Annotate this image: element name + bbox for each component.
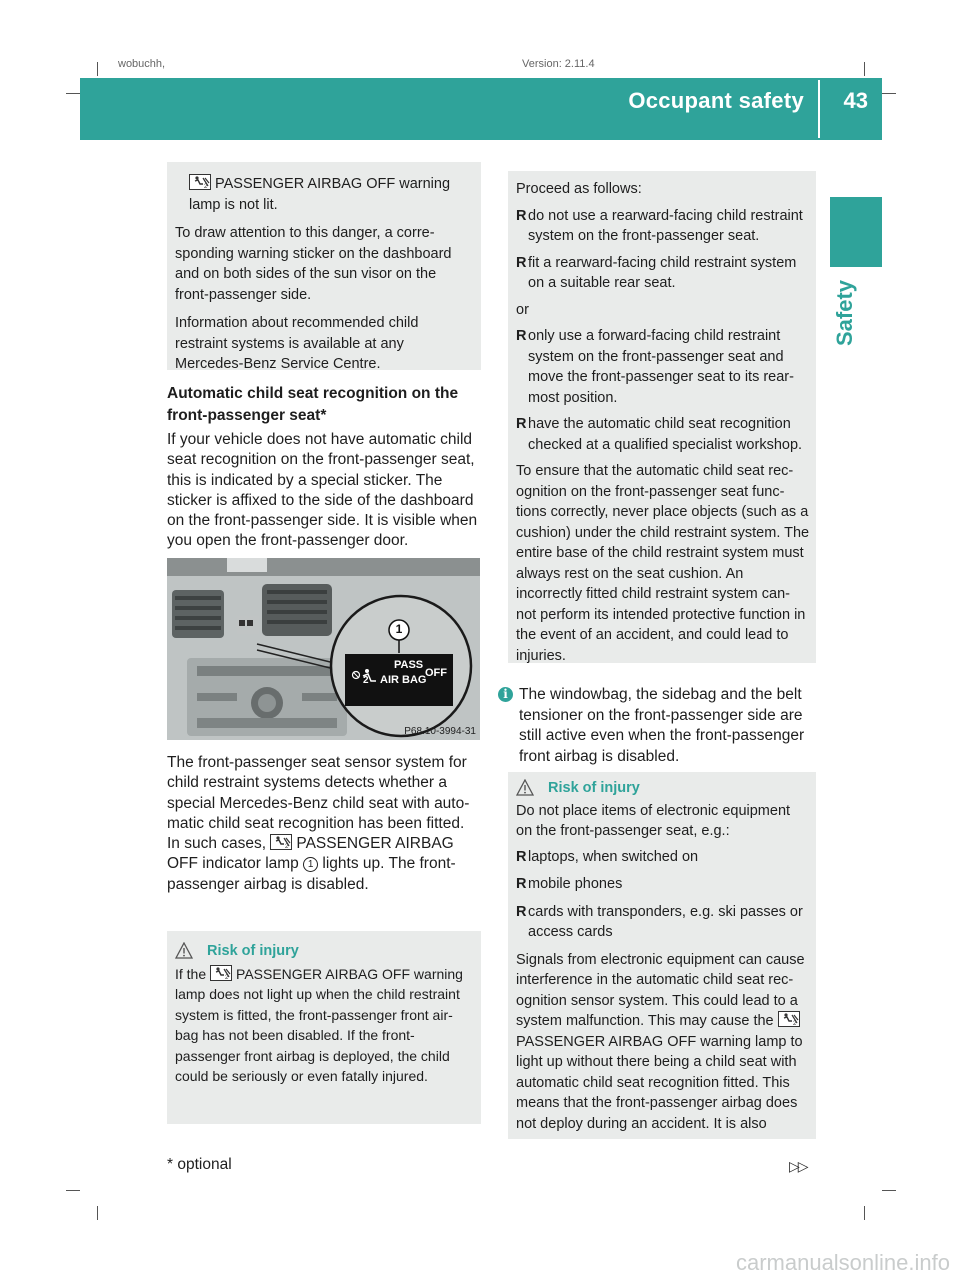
para2-after: lights up. The front-passenger airbag is disabled.	[167, 855, 456, 893]
warning-intro: Do not place items of electronic equipment on the front-passenger seat, e.g.:	[516, 802, 791, 839]
list-item: R mobile phones	[516, 876, 623, 892]
procedure-intro: Proceed as follows:	[516, 181, 642, 197]
watermark: carmanualsonline.info	[735, 1250, 950, 1275]
info-text: The windowbag, the sidebag and the belt tensioner on the front-passenger side are still active even when the front-passenger front airbag is disabled.	[519, 686, 805, 765]
airbag-off-icon	[210, 965, 232, 981]
header-divider	[818, 80, 820, 138]
crop-mark	[97, 1206, 98, 1220]
warning-paragraph: Signals from electronic equipment can cause interference in the automatic child seat rec-ognition sensor system. This could lead to a system malfunction. This may cause the 2 PASSENGER AIRBAG OFF warning lamp to light up without there being a child seat with automatic child seat recognition fitted. This means that the front-passenger airbag does not deploy during an accident. It is also	[516, 951, 805, 1132]
warning-box-left	[167, 931, 481, 1124]
svg-text:2: 2	[285, 844, 289, 850]
paragraph-sticker: If your vehicle does not have automatic child seat recognition on the front-passenger seat, this is indicated by a special sticker. The sticker is affixed to the side of the dashboard on the front-passenger side. It is visible when you open the front-passenger door.	[167, 431, 478, 550]
lamp-text-airbag: AIR BAG	[380, 674, 427, 686]
crop-mark	[66, 1190, 80, 1191]
airbag-off-icon	[270, 834, 292, 850]
side-tab-marker	[830, 197, 882, 267]
warning-box-right	[508, 772, 816, 1139]
box1-line1b: lamp is not lit.	[189, 196, 278, 213]
airbag-off-icon	[189, 174, 211, 190]
warning-triangle-icon	[175, 942, 193, 960]
airbag-off-icon	[778, 1011, 800, 1027]
svg-text:2: 2	[792, 1021, 796, 1026]
procedure-box	[508, 171, 816, 663]
list-item: R do not use a rearward-facing child restraint system on the front-passenger seat.	[516, 207, 803, 244]
callout-1-icon: 1	[303, 857, 318, 872]
box1-line1: PASSENGER AIRBAG OFF warning	[215, 176, 451, 192]
figure-code: P68.10-3994-31	[404, 726, 476, 737]
warning-text: PASSENGER AIRBAG OFF warning lamp does not light up when the child restraint system is fitted, the front-passenger front air-bag has not been disabled. If the front-passenger front airbag is deployed, the child could be seriously or even fatally injured.	[175, 965, 463, 1084]
list-item: R have the automatic child seat recognition checked at a qualified specialist workshop.	[516, 416, 803, 453]
side-tab-label: Safety	[832, 279, 857, 346]
dashboard-photo	[167, 558, 480, 740]
lamp-text-2: 2	[363, 675, 369, 686]
info-box-airbag-lamp	[167, 162, 481, 370]
lamp-text-off: OFF	[425, 667, 447, 679]
print-job-label: wobuchh,	[118, 58, 166, 70]
crop-mark	[882, 1190, 896, 1191]
warning-before: If the	[175, 965, 207, 982]
section-header-bar	[80, 78, 882, 140]
footer-optional-note: * optional	[167, 1156, 232, 1173]
svg-text:2: 2	[204, 184, 208, 189]
page-number: 43	[843, 88, 868, 113]
crop-mark	[66, 93, 80, 94]
continue-arrow-icon: ▷▷	[789, 1158, 807, 1174]
para2-before: The front-passenger seat sensor system for child restraint systems detects whether a special Mercedes-Benz child seat with auto-matic child seat recognition has been fitted. In such cases,	[167, 754, 470, 853]
procedure-paragraph: To ensure that the automatic child seat rec-ognition on the front-passenger seat func-tions correctly, never place objects (such as a cushion) under the child restraint system. The entire base of the child restraint system must always rest on the seat cushion. An incorrectly fitted child restraint system can-not perform its intended protective function in the event of an accident, and could lead to injuries.	[516, 463, 810, 664]
box1-para3: Information about recommended child restraint systems is available at any Mercedes-Benz Service Centre.	[175, 315, 419, 372]
paragraph-sensor	[167, 753, 481, 895]
info-note	[498, 685, 818, 767]
info-icon: i	[498, 687, 513, 702]
list-item: R laptops, when switched on	[516, 848, 699, 865]
side-tab	[828, 280, 858, 360]
box1-para2: To draw attention to this danger, a corre-sponding warning sticker on the dashboard and on both sides of the sun visor on the front-passenger side.	[175, 225, 452, 303]
section-heading: Automatic child seat recognition on the front-passenger seat*	[167, 385, 459, 424]
list-item: R only use a forward-facing child restraint system on the front-passenger seat and move the front-passenger seat to its rear-most position.	[516, 328, 794, 406]
crop-mark	[882, 93, 896, 94]
warning-triangle-icon	[516, 779, 534, 797]
warning-title: Risk of injury	[207, 943, 299, 959]
procedure-or: or	[516, 301, 529, 318]
list-item: R cards with transponders, e.g. ski passes or access cards	[516, 903, 803, 940]
list-item: R fit a rearward-facing child restraint system on a suitable rear seat.	[516, 254, 797, 291]
callout-number: 1	[395, 622, 403, 636]
section-title: Occupant safety	[628, 88, 804, 113]
para2-mid: PASSENGER AIRBAG OFF indicator lamp	[167, 835, 454, 873]
crop-mark	[97, 62, 98, 76]
version-label: Version: 2.11.4	[522, 58, 595, 70]
lamp-text-pass: PASS	[394, 659, 424, 671]
warning-title: Risk of injury	[548, 780, 640, 796]
crop-mark	[864, 62, 865, 76]
crop-mark	[864, 1206, 865, 1220]
svg-text:2: 2	[225, 974, 229, 980]
